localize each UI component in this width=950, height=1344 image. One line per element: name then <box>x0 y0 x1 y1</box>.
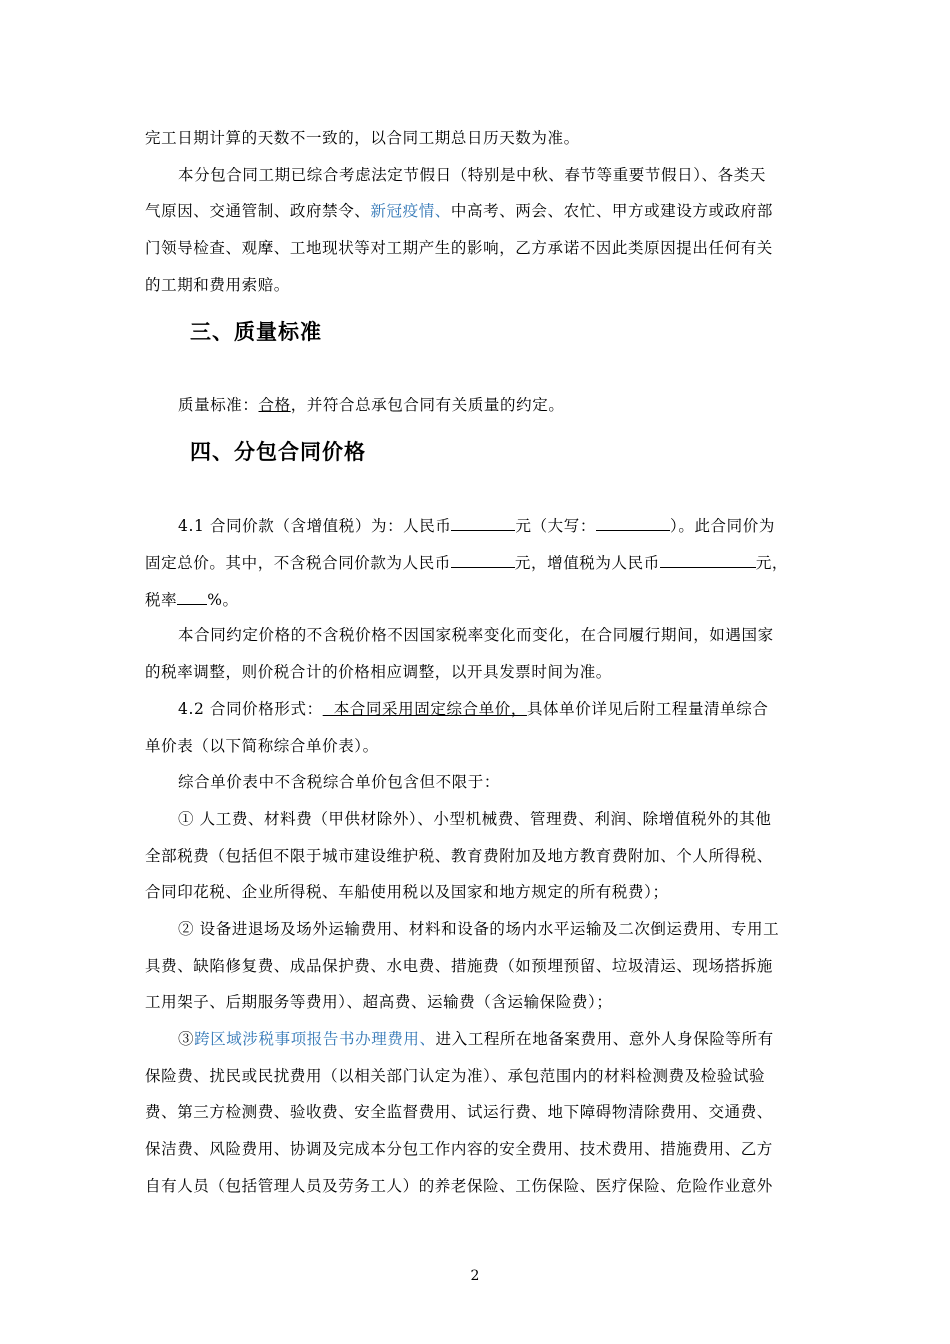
text-line: 固定总价。其中，不含税合同价款为人民币 元，增值税为人民币 元， <box>145 554 789 572</box>
text-line: 4.2 合同价格形式： 本合同采用固定综合单价，具体单价详见后附工程量清单综合 <box>178 700 769 718</box>
text-line: 保洁费、风险费用、协调及完成本分包工作内容的安全费用、技术费用、措施费用、乙方 <box>145 1140 773 1158</box>
quality-value: 合格 <box>258 396 291 414</box>
text-line: ② 设备进退场及场外运输费用、材料和设备的场内水平运输及二次倒运费用、专用工 <box>178 920 780 938</box>
text-line: 的工期和费用索赔。 <box>145 276 290 294</box>
text-line: ① 人工费、材料费（甲供材除外）、小型机械费、管理费、利润、除增值税外的其他 <box>178 810 772 828</box>
text-line: 门领导检查、观摩、工地现状等对工期产生的影响，乙方承诺不因此类原因提出任何有关 <box>145 239 773 257</box>
blank-field <box>177 589 207 605</box>
text-line: ③跨区域涉税事项报告书办理费用、进入工程所在地备案费用、意外人身保险等所有 <box>178 1030 774 1048</box>
text-line: 保险费、扰民或民扰费用（以相关部门认定为准）、承包范围内的材料检测费及检验试验 <box>145 1067 766 1085</box>
text-line: 税率 %。 <box>145 591 239 609</box>
text-line: 具费、缺陷修复费、成品保护费、水电费、措施费（如预埋预留、垃圾清运、现场搭拆施 <box>145 957 773 975</box>
text-line: 合同印花税、企业所得税、车船使用税以及国家和地方规定的所有税费）； <box>145 883 669 901</box>
page-number: 2 <box>470 1268 480 1284</box>
blank-field <box>596 515 670 531</box>
blank-field <box>660 552 756 568</box>
blank-field <box>451 515 515 531</box>
text-line: 自有人员（包括管理人员及劳务工人）的养老保险、工伤保险、医疗保险、危险作业意外 <box>145 1177 773 1195</box>
text-line: 完工日期计算的天数不一致的，以合同工期总日历天数为准。 <box>145 129 580 147</box>
text-line: 质量标准：合格，并符合总承包合同有关质量的约定。 <box>178 396 565 414</box>
text-line: 全部税费（包括但不限于城市建设维护税、教育费附加及地方教育费附加、个人所得税、 <box>145 847 773 865</box>
section-heading-price: 四、分包合同价格 <box>190 440 366 464</box>
text-line: 气原因、交通管制、政府禁令、新冠疫情、中高考、两会、农忙、甲方或建设方或政府部 <box>145 202 773 220</box>
highlighted-text: 新冠疫情、 <box>370 202 451 220</box>
text-line: 4.1 合同价款（含增值税）为：人民币 元（大写： ）。此合同价为 <box>178 517 775 535</box>
text-line: 单价表（以下简称综合单价表）。 <box>145 737 379 755</box>
section-heading-quality: 三、质量标准 <box>190 320 322 344</box>
text-line: 的税率调整，则价税合计的价格相应调整，以开具发票时间为准。 <box>145 663 612 681</box>
text-line: 本合同约定价格的不含税价格不因国家税率变化而变化，在合同履行期间，如遇国家 <box>178 626 774 644</box>
text-line: 本分包合同工期已综合考虑法定节假日（特别是中秋、春节等重要节假日）、各类天 <box>178 166 766 184</box>
text-line: 费、第三方检测费、验收费、安全监督费用、试运行费、地下障碍物清除费用、交通费、 <box>145 1103 773 1121</box>
price-form-value: 本合同采用固定综合单价， <box>322 700 527 718</box>
text-line: 工用架子、后期服务等费用）、超高费、运输费（含运输保险费）； <box>145 993 613 1011</box>
highlighted-text: 跨区域涉税事项报告书办理费用、 <box>194 1030 436 1048</box>
text-line: 综合单价表中不含税综合单价包含但不限于： <box>178 773 501 791</box>
blank-field <box>451 552 515 568</box>
